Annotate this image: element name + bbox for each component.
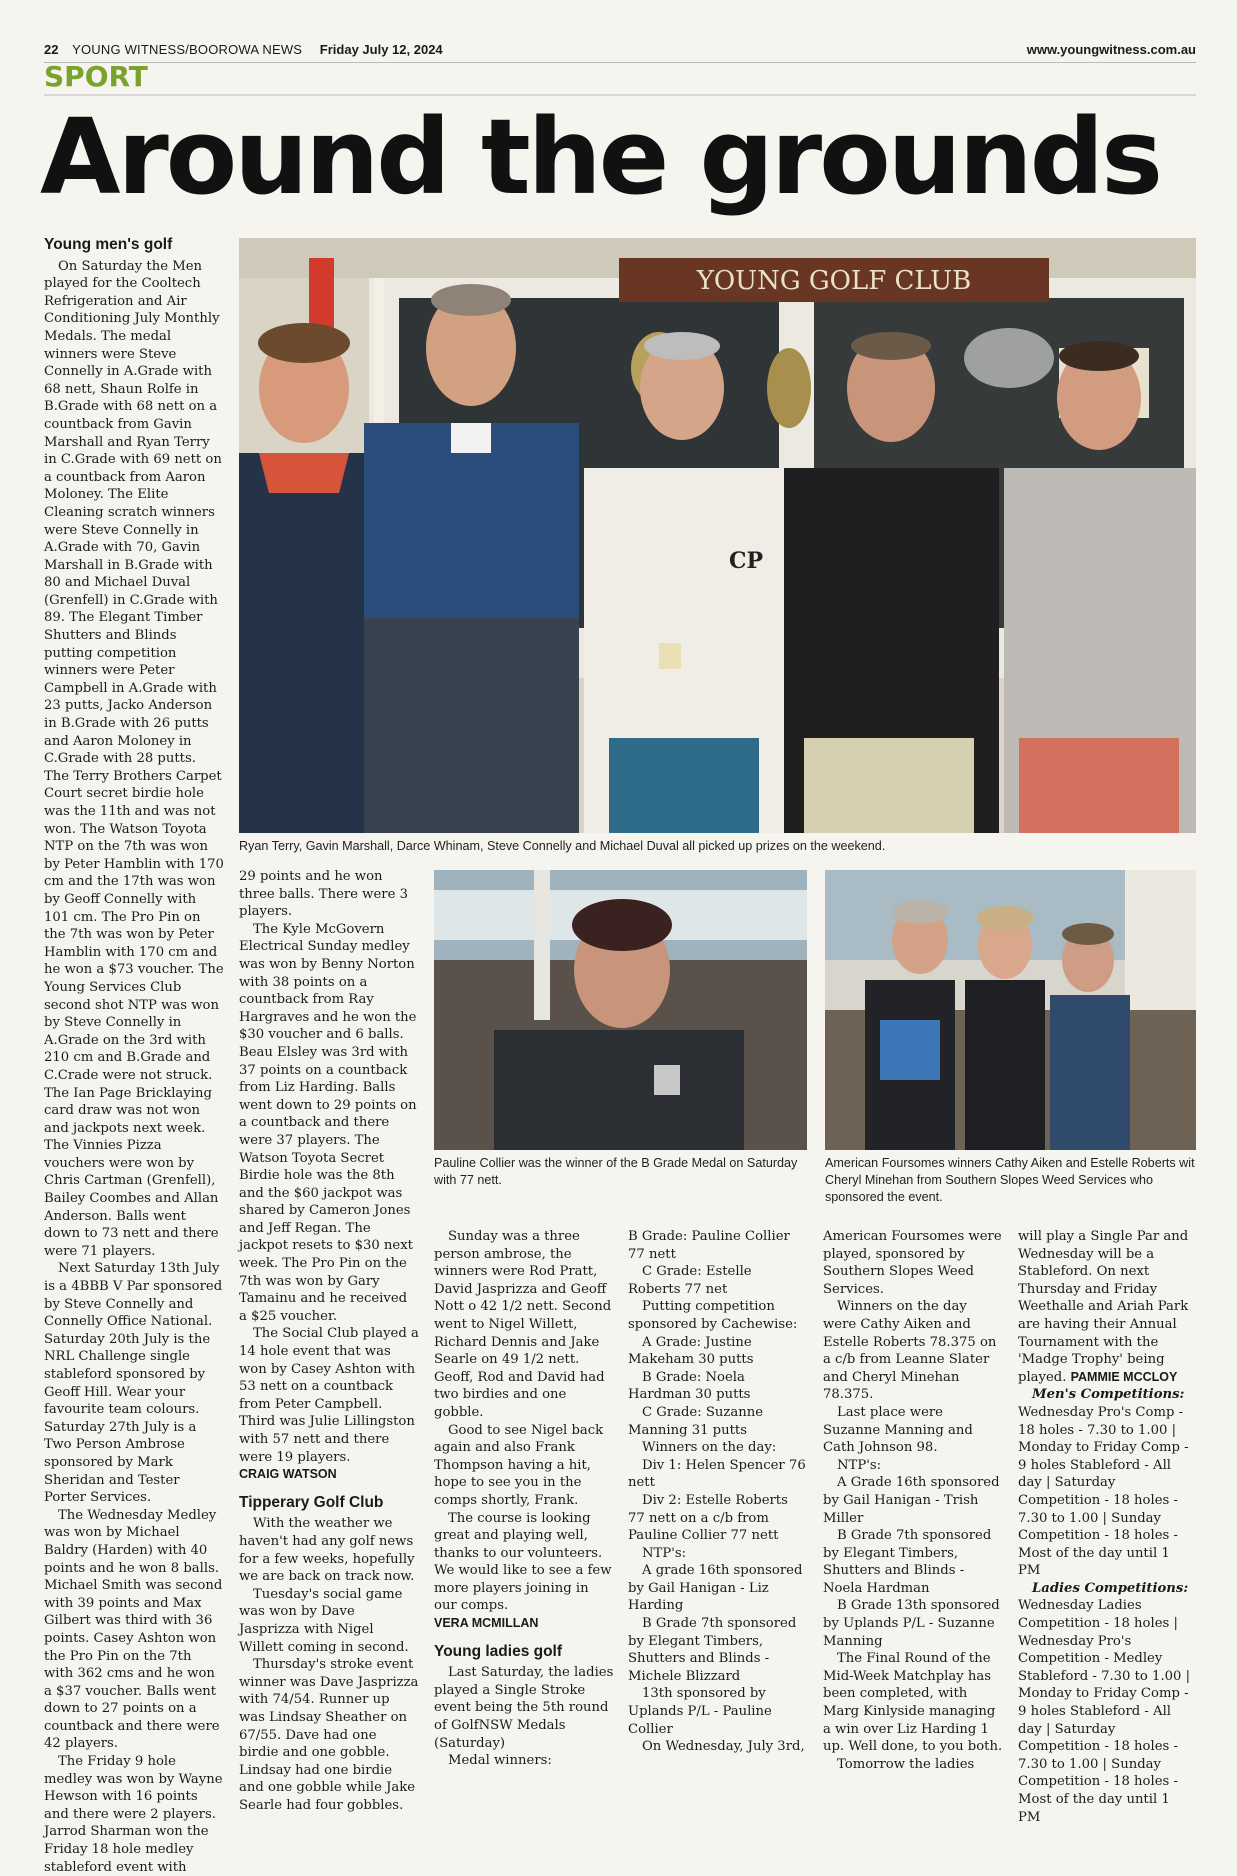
page-number: 22	[44, 42, 59, 57]
article-paragraph	[1018, 1228, 1196, 1386]
article-paragraph: B Grade 7th sponsored by Elegant Timbers, Shutters and Blinds - Noela Hardman	[823, 1528, 992, 1596]
shirt-logo-text: CP	[729, 548, 764, 574]
result-line: Putting competition sponsored by Cachewise:	[628, 1299, 798, 1332]
article-paragraph: NTP's:	[837, 1457, 882, 1473]
article-paragraph: Medal winners:	[448, 1753, 552, 1769]
article-paragraph: The Wednesday Medley was won by Michael Baldry (Harden) with 40 points and he won 8 balls. Michael Smith was second with 39 points and Max Gilbert was third with 36 points. Casey Ashton won the Pro Pin on the 7th with 362 cms and he won a $37 voucher. Balls went down to 27 points on a countback and there were 42 players.	[44, 1507, 223, 1752]
photo-pauline-collier	[434, 870, 807, 1150]
article-paragraph: Sunday was a three person ambrose, the winners were Rod Pratt, David Jasprizza and Geoff Nott o 42 1/2 nett. Second went to Nigel Willett, Richard Dennis and Jake Searle on 49 1/2 nett. Geoff, Rod and David had two birdies and one gobble.	[434, 1229, 612, 1420]
headline: Around the grounds	[40, 96, 1161, 218]
result-line: Div 1: Helen Spencer 76 nett	[628, 1457, 806, 1491]
photo-american-foursomes	[825, 870, 1196, 1150]
result-line: C Grade: Estelle Roberts 77 net	[628, 1264, 752, 1297]
issue-date: Friday July 12, 2024	[319, 42, 443, 57]
page-header	[44, 42, 1196, 63]
tipperary-golf-club-heading: Tipperary Golf Club	[239, 1493, 384, 1511]
article-paragraph: 29 points and he won three balls. There were 3 players.	[239, 869, 408, 920]
result-line: C Grade: Suzanne Manning 31 putts	[628, 1404, 763, 1438]
photo3-caption: American Foursomes winners Cathy Aiken and Estelle Roberts wit Cheryl Minehan from Southern Slopes Weed Services who sponsored the event.	[825, 1156, 1195, 1204]
result-line: B Grade: Noela Hardman 30 putts	[628, 1369, 751, 1403]
result-line: A grade 16th sponsored by Gail Hanigan - Liz Harding	[628, 1563, 803, 1614]
article-column-1	[44, 236, 224, 1876]
site-url[interactable]: www.youngwitness.com.au	[1026, 42, 1196, 57]
result-line: B Grade: Pauline Collier 77 nett	[628, 1229, 790, 1262]
article-paragraph: A Grade 16th sponsored by Gail Hanigan - Trish Miller	[823, 1475, 1000, 1526]
article-paragraph: Thursday's stroke event winner was Dave Jasprizza with 74/54. Runner up was Lindsay Sheather on 67/55. Dave had one birdie and one gobble. Lindsay had one birdie and one gobble while Jake Searle had four gobbles.	[239, 1657, 419, 1813]
article-paragraph: B Grade 13th sponsored by Uplands P/L - Suzanne Manning	[823, 1598, 1000, 1649]
section-label: SPORT	[44, 60, 148, 93]
mens-competitions-heading: Men's Competitions:	[1032, 1387, 1185, 1403]
ladies-competitions-text: Wednesday Ladies Competition - 18 holes | Wednesday Pro's Competition - Medley Stableford - 7.30 to 1.00 | Monday to Friday Comp - 9 holes Stableford - All day | Saturday Competition - 18 holes - 7.30 to 1.00 | Sunday Competition - 18 holes - Most of the day until 1 PM	[1018, 1598, 1191, 1825]
article-paragraph: With the weather we haven't had any golf news for a few weeks, hopefully we are back on track now.	[239, 1516, 415, 1585]
byline-vera-mcmillan: VERA MCMILLAN	[434, 1616, 539, 1631]
article-paragraph: The Social Club played a 14 hole event that was won by Casey Ashton with 53 nett on a countback from Peter Campbell. Third was Julie Lillingston with 57 nett and there were 19 players.	[239, 1326, 419, 1465]
mens-competitions-text: Wednesday Pro's Comp - 18 holes - 7.30 to 1.00 | Monday to Friday Comp - 9 holes Stableford - All day | Saturday Competition - 18 holes - 7.30 to 1.00 | Sunday Competition - 18 holes - Most of the day until 1 PM	[1018, 1404, 1189, 1579]
result-line: 13th sponsored by Uplands P/L - Pauline Collier	[628, 1686, 772, 1737]
main-photo	[239, 238, 1196, 833]
article-column-2	[239, 868, 419, 1814]
article-paragraph: The Friday 9 hole medley was won by Wayne Hewson with 16 points and there were 2 players. Jarrod Sharman won the Friday 18 hole medley stableford event with	[44, 1754, 223, 1875]
result-line: Winners on the day:	[642, 1440, 777, 1456]
article-paragraph: Last place were Suzanne Manning and Cath Johnson 98.	[823, 1404, 973, 1456]
article-column-4	[628, 1228, 808, 1756]
result-line: On Wednesday, July 3rd,	[642, 1739, 805, 1755]
article-paragraph: Tomorrow the ladies	[837, 1756, 975, 1772]
article-paragraph: The course is looking great and playing well, thanks to our volunteers. We would like to see a few more players joining in our comps.	[434, 1510, 612, 1614]
article-column-3	[434, 1228, 614, 1770]
result-line: NTP's:	[642, 1545, 687, 1561]
young-ladies-golf-heading: Young ladies golf	[434, 1642, 563, 1660]
article-paragraph: Winners on the day were Cathy Aiken and Estelle Roberts 78.375 on a c/b from Leanne Slater and Cheryl Minehan 78.375.	[823, 1299, 997, 1403]
article-paragraph: On Saturday the Men played for the Cooltech Refrigeration and Air Conditioning July Monthly Medals. The medal winners were Steve Connelly in A.Grade with 68 nett, Shaun Rolfe in B.Grade with 68 nett on a countback from Gavin Marshall and Ryan Terry in C.Grade with 69 nett on a countback from Aaron Moloney. The Elite Cleaning scratch winners were Steve Connelly in A.Grade with 70, Gavin Marshall in B.Grade with 80 and Michael Duval (Grenfell) in C.Grade with 89. The Elegant Timber Shutters and Blinds putting competition winners were Peter Campbell in A.Grade with 23 putts, Jacko Anderson in B.Grade with 26 putts and Aaron Moloney in C.Grade with 28 putts. The Terry Brothers Carpet Court secret birdie hole was the 11th and was not won. The Watson Toyota NTP on the 7th was won by Peter Hamblin with 170 cm and the 17th was won by Geoff Connelly with 101 cm. The Pro Pin on the 7th was won by Peter Hamblin with 170 cm and he won a $73 voucher. The Young Services Club second shot NTP was won by Steve Connelly in A.Grade on the 3rd with 210 cm and B.Grade and C.Crade were not struck. The Ian Page Bricklaying card draw was not won and jackpots next week. The Vinnies Pizza vouchers were won by Chris Cartman (Grenfell), Bailey Coombes and Allan Anderson. Balls went down to 73 nett and there were 71 players.	[44, 258, 224, 1259]
result-line: B Grade 7th sponsored by Elegant Timbers, Shutters and Blinds - Michele Blizzard	[628, 1616, 797, 1684]
result-line: Div 2: Estelle Roberts 77 nett on a c/b from Pauline Collier 77 nett	[628, 1492, 788, 1544]
main-photo-caption: Ryan Terry, Gavin Marshall, Darce Whinam, Steve Connelly and Michael Duval all picked up prizes on the weekend.	[239, 839, 886, 853]
result-line: A Grade: Justine Makeham 30 putts	[628, 1334, 754, 1368]
article-paragraph: Tuesday's social game was won by Dave Jasprizza with Nigel Willett coming in second.	[239, 1586, 409, 1655]
article-text: will play a Single Par and Wednesday will be a Stableford. On next Thursday and Friday Weethalle and Ariah Park are having their Annual Tournament with the 'Madge Trophy' being played.	[1018, 1229, 1189, 1385]
article-paragraph: The Kyle McGovern Electrical Sunday medley was won by Benny Norton with 38 points on a countback from Ray Hargraves and he won the $30 voucher and 6 balls. Beau Elsley was 3rd with 37 points on a countback from Liz Harding. Balls went down to 29 points on a countback and there were 37 players. The Watson Toyota Secret Birdie hole was the 8th and the $60 jackpot was shared by Cameron Jones and Jeff Regan. The jackpot resets to $30 next week. The Pro Pin on the 7th was won by Gary Tamainu and he received a $25 voucher.	[239, 921, 417, 1324]
ladies-competitions-heading: Ladies Competitions:	[1032, 1580, 1189, 1596]
byline-craig-watson: CRAIG WATSON	[239, 1467, 337, 1482]
article-paragraph: The Final Round of the Mid-Week Matchplay has been completed, with Marg Kinlyside managing a win over Liz Harding 1 up. Well done, to you both.	[823, 1651, 1003, 1755]
publication-name: YOUNG WITNESS/BOOROWA NEWS	[72, 42, 303, 57]
article-paragraph: Last Saturday, the ladies played a Single Stroke event being the 5th round of GolfNSW Medals (Saturday)	[434, 1665, 614, 1751]
young-mens-golf-heading: Young men's golf	[44, 236, 173, 253]
club-sign-text: YOUNG GOLF CLUB	[696, 266, 972, 296]
article-paragraph: Good to see Nigel back again and also Frank Thompson having a hit, hope to see you in the comps shortly, Frank.	[434, 1422, 604, 1508]
byline-pammie-mccloy: PAMMIE MCCLOY	[1070, 1369, 1178, 1384]
article-column-6	[1018, 1228, 1196, 1826]
photo2-caption: Pauline Collier was the winner of the B Grade Medal on Saturday with 77 nett.	[434, 1156, 798, 1187]
article-paragraph: Next Saturday 13th July is a 4BBB V Par sponsored by Steve Connelly and Connelly Office National. Saturday 20th July is the NRL Challenge single stableford sponsored by Geoff Hill. Wear your favourite team colours. Saturday 27th July is a Two Person Ambrose sponsored by Mark Sheridan and Tester Porter Services.	[44, 1261, 223, 1506]
article-column-5	[823, 1228, 1003, 1773]
article-paragraph: American Foursomes were played, sponsored by Southern Slopes Weed Services.	[823, 1229, 1002, 1297]
